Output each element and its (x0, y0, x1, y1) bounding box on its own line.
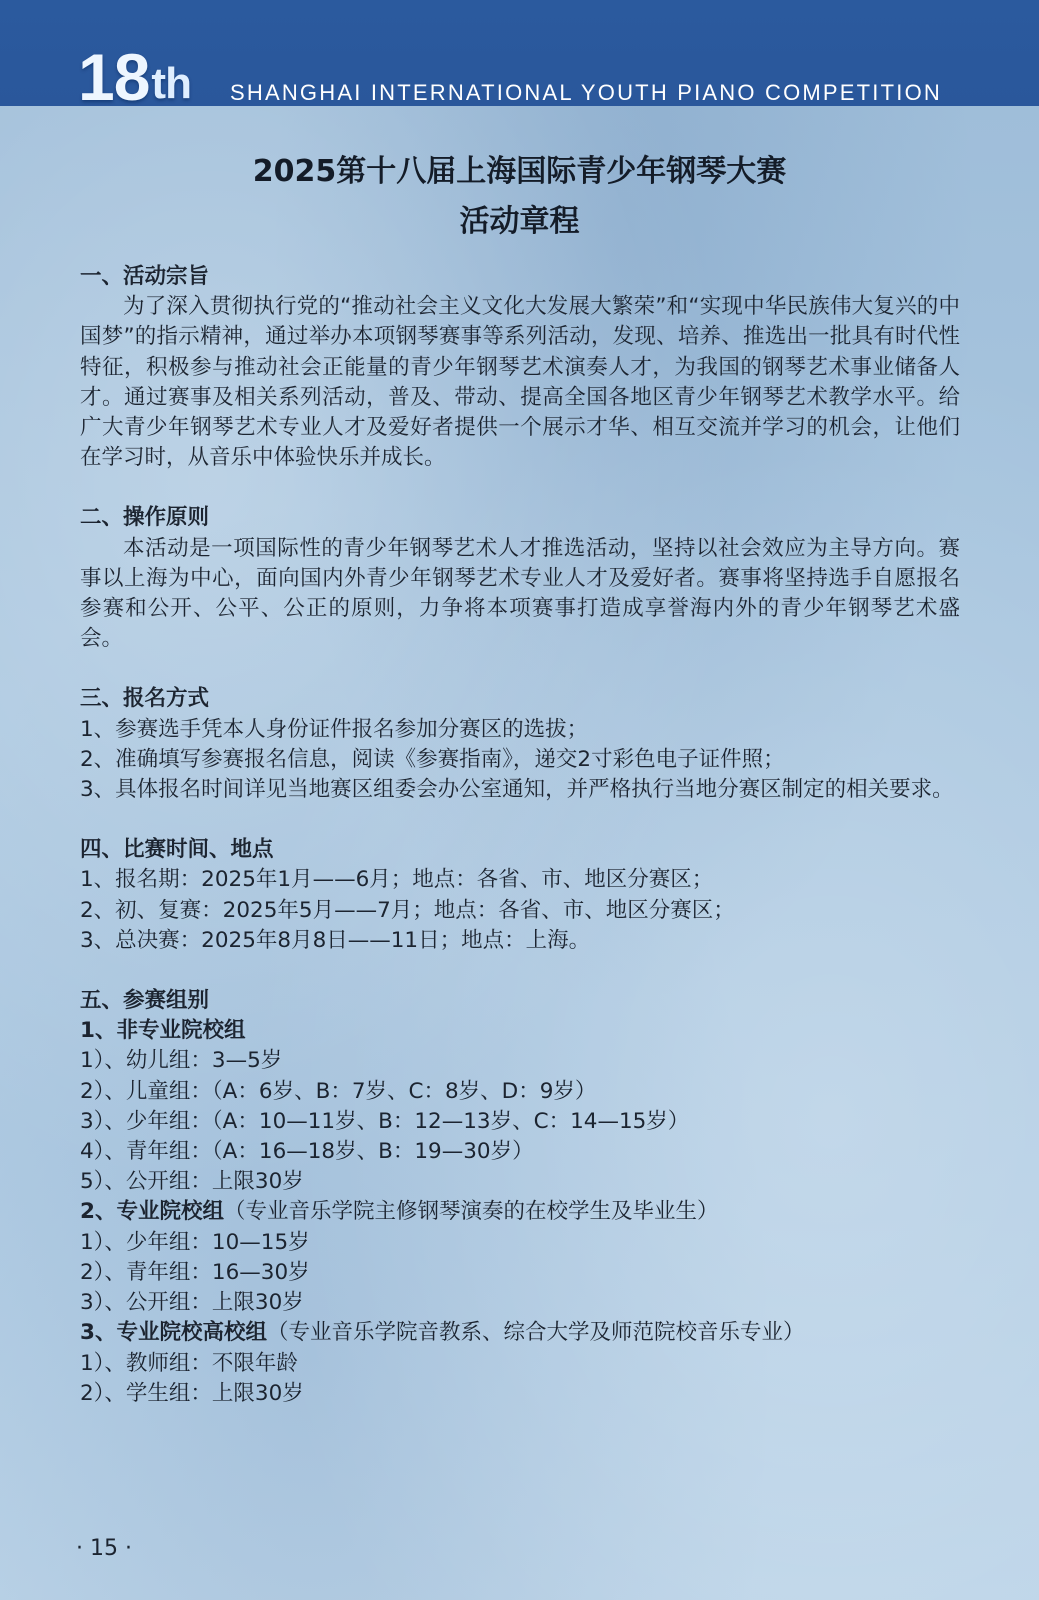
edition-logo (78, 38, 191, 114)
edition-number: 18 (78, 40, 150, 114)
list-item: 4）、青年组：（A：16—18岁、B：19—30岁） (80, 1139, 534, 1165)
section-body-principles: 本活动是一项国际性的青少年钢琴艺术人才推选活动，坚持以社会效应为主导方向。赛事以上海为中心，面向国内外青少年钢琴艺术专业人才及爱好者。赛事将坚持选手自愿报名参赛和公开、公平、公正的原则，力争将本项赛事打造成享誉海内外的青少年钢琴艺术盛会。 (80, 535, 960, 652)
list-item: 1）、幼儿组：3—5岁 (80, 1048, 283, 1074)
list-item: 1、参赛选手凭本人身份证件报名参加分赛区的选拔； (80, 716, 589, 742)
group-note-university: （专业音乐学院音教系、综合大学及师范院校音乐专业） (266, 1320, 805, 1346)
list-item: 2）、儿童组：（A：6岁、B：7岁、C：8岁、D：9岁） (80, 1078, 597, 1104)
page-number: · 15 · (76, 1536, 132, 1561)
group-header-professional (80, 1197, 960, 1227)
section-heading-principles: 二、操作原则 (80, 505, 210, 531)
edition-suffix: th (151, 59, 191, 108)
list-item: 1、报名期：2025年1月——6月；地点：各省、市、地区分赛区； (80, 867, 714, 893)
list-item: 2）、青年组：16—30岁 (80, 1259, 310, 1285)
document-title: 2025第十八届上海国际青少年钢琴大赛 (252, 154, 787, 189)
list-item: 1）、少年组：10—15岁 (80, 1229, 310, 1255)
list-item: 3、总决赛：2025年8月8日——11日；地点：上海。 (80, 927, 591, 953)
list-item: 3）、公开组：上限30岁 (80, 1290, 304, 1316)
document-body (80, 262, 960, 1409)
list-item: 2、准确填写参赛报名信息，阅读《参赛指南》，递交2寸彩色电子证件照； (80, 746, 785, 772)
group-title-non-professional: 1、非专业院校组 (80, 1018, 246, 1044)
group-header-university (80, 1318, 960, 1348)
group-note-professional: （专业音乐学院主修钢琴演奏的在校学生及毕业生） (223, 1199, 719, 1225)
section-heading-schedule: 四、比赛时间、地点 (80, 837, 274, 863)
section-heading-purpose: 一、活动宗旨 (80, 264, 210, 289)
list-item: 3、具体报名时间详见当地赛区组委会办公室通知，并严格执行当地分赛区制定的相关要求。 (80, 777, 954, 803)
list-item: 2、初、复赛：2025年5月——7月；地点：各省、市、地区分赛区； (80, 897, 735, 923)
list-item: 5）、公开组：上限30岁 (80, 1169, 304, 1195)
group-title-professional: 2、专业院校组 (80, 1199, 224, 1225)
competition-name-en: SHANGHAI INTERNATIONAL YOUTH PIANO COMPETITION (230, 80, 942, 105)
list-item: 3）、少年组：（A：10—11岁、B：12—13岁、C：14—15岁） (80, 1108, 690, 1134)
group-title-university: 3、专业院校高校组 (80, 1320, 267, 1346)
section-body-purpose: 为了深入贯彻执行党的“推动社会主义文化大发展大繁荣”和“实现中华民族伟大复兴的中国梦”的指示精神，通过举办本项钢琴赛事等系列活动，发现、培养、推选出一批具有时代性特征，积极参与推动社会正能量的青少年钢琴艺术演奏人才，为我国的钢琴艺术事业储备人才。通过赛事及相关系列活动，普及、带动、提高全国各地区青少年钢琴艺术教学水平。给广大青少年钢琴艺术专业人才及爱好者提供一个展示才华、相互交流并学习的机会，让他们在学习时，从音乐中体验快乐并成长。 (80, 294, 960, 471)
list-item: 2）、学生组：上限30岁 (80, 1380, 304, 1406)
section-heading-categories: 五、参赛组别 (80, 988, 210, 1014)
document-subtitle: 活动章程 (459, 204, 580, 239)
section-heading-registration: 三、报名方式 (80, 686, 210, 712)
list-item: 1）、教师组：不限年龄 (80, 1350, 298, 1376)
